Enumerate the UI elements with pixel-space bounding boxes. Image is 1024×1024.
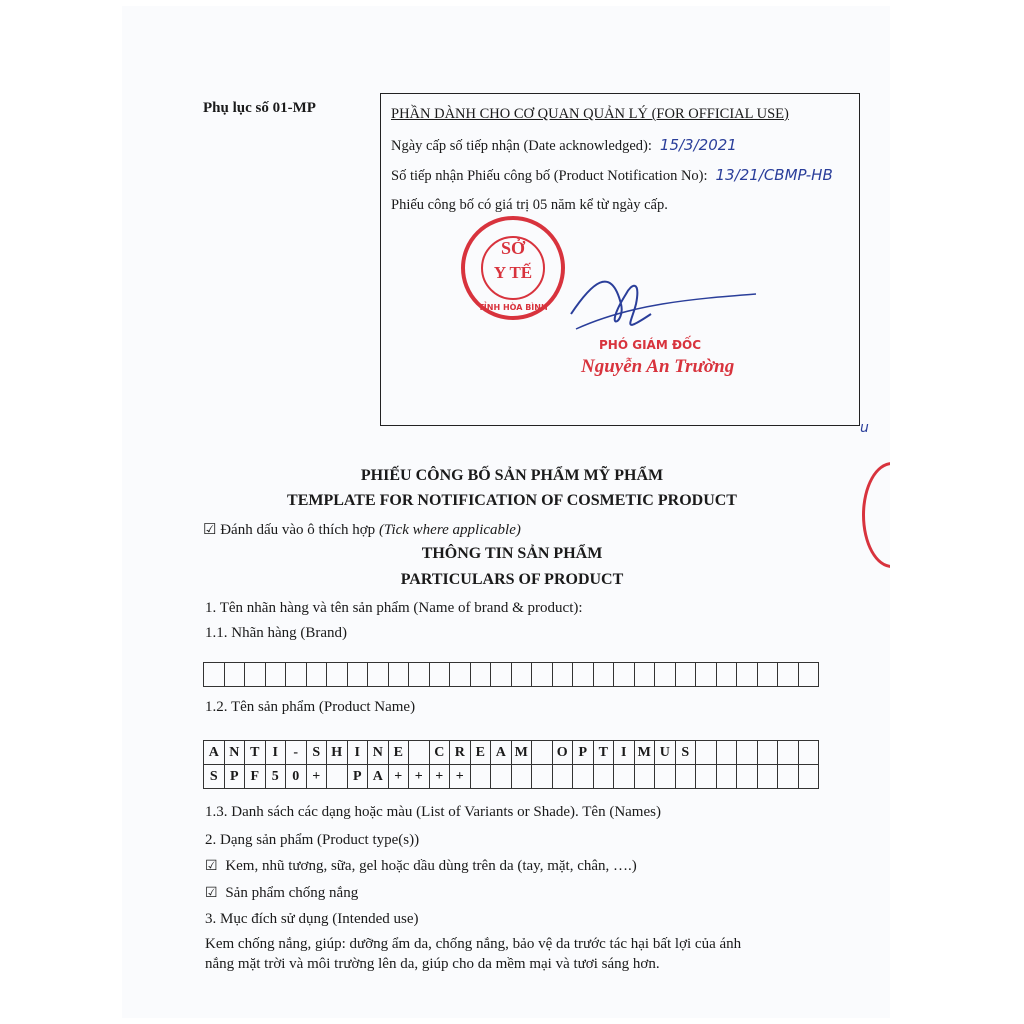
product-name-cell bbox=[778, 741, 799, 765]
appendix-label: Phụ lục số 01-MP bbox=[203, 100, 316, 116]
product-name-cell: C bbox=[429, 741, 450, 765]
product-name-cell bbox=[470, 765, 491, 789]
product-type-option-1 bbox=[205, 858, 637, 875]
product-name-cell: 0 bbox=[286, 765, 307, 789]
product-name-cell: S bbox=[675, 741, 696, 765]
product-name-cell: I bbox=[614, 741, 635, 765]
signer-title: PHÓ GIÁM ĐỐC bbox=[599, 338, 701, 352]
product-name-cell bbox=[634, 765, 655, 789]
product-name-cell: S bbox=[204, 765, 225, 789]
brand-grid-cell bbox=[634, 663, 655, 687]
product-name-cell: + bbox=[429, 765, 450, 789]
brand-grid-cell bbox=[532, 663, 553, 687]
brand-grid-cell bbox=[737, 663, 758, 687]
product-type-option-2 bbox=[205, 885, 358, 902]
edge-handwritten-mark: u bbox=[860, 420, 869, 436]
product-name-cell: A bbox=[368, 765, 389, 789]
product-name-cell: T bbox=[593, 741, 614, 765]
seal-text-line2: Y TẾ bbox=[493, 263, 533, 282]
brand-grid-cell bbox=[265, 663, 286, 687]
product-name-label: 1.2. Tên sản phẩm (Product Name) bbox=[205, 699, 416, 715]
brand-grid-cell bbox=[347, 663, 368, 687]
seal-text-line1: SỞ bbox=[500, 238, 525, 258]
brand-grid-cell bbox=[429, 663, 450, 687]
brand-label: 1.1. Nhãn hàng (Brand) bbox=[205, 625, 348, 641]
intended-use-label: 3. Mục đích sử dụng (Intended use) bbox=[205, 911, 419, 927]
brand-grid-cell bbox=[614, 663, 635, 687]
product-name-cell bbox=[552, 765, 573, 789]
product-name-cell: P bbox=[347, 765, 368, 789]
notification-number-row bbox=[391, 166, 833, 185]
brand-grid-cell bbox=[450, 663, 471, 687]
brand-grid-cell bbox=[696, 663, 717, 687]
product-name-cell: N bbox=[224, 741, 245, 765]
date-acknowledged-label: Ngày cấp số tiếp nhận (Date acknowledged): bbox=[391, 138, 652, 154]
tick-instruction-english: (Tick where applicable) bbox=[378, 522, 521, 538]
validity-note: Phiếu công bố có giá trị 05 năm kể từ ngày cấp. bbox=[391, 197, 668, 213]
tick-instruction-text: ☑ Đánh dấu vào ô thích hợp bbox=[203, 522, 376, 538]
official-use-header: PHẦN DÀNH CHO CƠ QUAN QUẢN LÝ (FOR OFFICIAL USE) bbox=[391, 106, 789, 122]
brand-grid-cell bbox=[286, 663, 307, 687]
notification-number-label: Số tiếp nhận Phiếu công bố (Product Notification No): bbox=[391, 168, 708, 184]
product-name-cell: + bbox=[306, 765, 327, 789]
intended-use-text-line1: Kem chống nắng, giúp: dưỡng ẩm da, chống nắng, bảo vệ da trước tác hại bất lợi của ánh bbox=[205, 936, 742, 952]
checkbox-checked-icon: ☑ bbox=[205, 858, 218, 874]
product-name-cell bbox=[778, 765, 799, 789]
brand-grid-cell bbox=[778, 663, 799, 687]
brand-grid-cell bbox=[491, 663, 512, 687]
date-acknowledged-value: 15/3/2021 bbox=[659, 136, 737, 154]
product-type-option-1-text: Kem, nhũ tương, sữa, gel hoặc dầu dùng trên da (tay, mặt, chân, ….) bbox=[225, 858, 637, 874]
product-name-row-1 bbox=[204, 741, 819, 765]
product-name-cell: + bbox=[450, 765, 471, 789]
brand-heading: 1. Tên nhãn hàng và tên sản phẩm (Name of brand & product): bbox=[205, 600, 583, 616]
product-name-grid bbox=[203, 740, 819, 789]
section-title-english: PARTICULARS OF PRODUCT bbox=[400, 571, 624, 588]
product-name-cell bbox=[327, 765, 348, 789]
product-name-cell bbox=[532, 765, 553, 789]
product-name-cell bbox=[737, 741, 758, 765]
brand-grid-cell bbox=[306, 663, 327, 687]
product-name-cell bbox=[532, 741, 553, 765]
product-name-cell: + bbox=[388, 765, 409, 789]
product-name-cell: I bbox=[265, 741, 286, 765]
product-name-cell bbox=[757, 741, 778, 765]
brand-grid-cell bbox=[757, 663, 778, 687]
product-name-cell: P bbox=[573, 741, 594, 765]
section-title-vietnamese: THÔNG TIN SẢN PHẨM bbox=[421, 545, 603, 562]
brand-grid-cell bbox=[327, 663, 348, 687]
brand-grid-cell bbox=[573, 663, 594, 687]
brand-grid-cell bbox=[245, 663, 266, 687]
product-name-cell bbox=[696, 765, 717, 789]
product-name-cell bbox=[798, 765, 819, 789]
checkbox-checked-icon: ☑ bbox=[205, 885, 218, 901]
product-name-cell bbox=[573, 765, 594, 789]
tick-instruction bbox=[203, 520, 521, 539]
product-name-row-2 bbox=[204, 765, 819, 789]
notification-number-value: 13/21/CBMP-HB bbox=[715, 166, 833, 184]
page-margin bbox=[890, 440, 1024, 580]
product-name-cell: S bbox=[306, 741, 327, 765]
product-name-cell: F bbox=[245, 765, 266, 789]
product-name-cell bbox=[409, 741, 430, 765]
product-name-cell bbox=[655, 765, 676, 789]
brand-grid-cell bbox=[593, 663, 614, 687]
product-name-cell: A bbox=[491, 741, 512, 765]
product-name-cell bbox=[716, 741, 737, 765]
product-name-cell: - bbox=[286, 741, 307, 765]
product-name-cell: E bbox=[470, 741, 491, 765]
brand-grid-cell bbox=[388, 663, 409, 687]
product-name-cell: U bbox=[655, 741, 676, 765]
date-acknowledged-row bbox=[391, 136, 737, 155]
product-name-cell: + bbox=[409, 765, 430, 789]
intended-use-text-line2: nắng mặt trời và môi trường lên da, giúp cho da mềm mại và tươi sáng hơn. bbox=[205, 956, 660, 972]
brand-grid-cell bbox=[470, 663, 491, 687]
product-name-cell bbox=[511, 765, 532, 789]
product-name-cell: T bbox=[245, 741, 266, 765]
product-type-label: 2. Dạng sản phẩm (Product type(s)) bbox=[205, 832, 420, 848]
brand-grid-cell bbox=[409, 663, 430, 687]
official-use-box bbox=[380, 93, 860, 426]
product-name-cell bbox=[675, 765, 696, 789]
product-name-cell bbox=[491, 765, 512, 789]
brand-grid-cell bbox=[716, 663, 737, 687]
brand-grid-cell bbox=[368, 663, 389, 687]
product-name-cell: P bbox=[224, 765, 245, 789]
brand-grid-cell bbox=[798, 663, 819, 687]
product-name-cell bbox=[614, 765, 635, 789]
brand-grid-cell bbox=[675, 663, 696, 687]
title-english: TEMPLATE FOR NOTIFICATION OF COSMETIC PRODUCT bbox=[287, 492, 737, 509]
title-vietnamese: PHIẾU CÔNG BỐ SẢN PHẨM MỸ PHẨM bbox=[360, 467, 664, 484]
product-name-cell: I bbox=[347, 741, 368, 765]
brand-grid-cell bbox=[552, 663, 573, 687]
product-name-cell bbox=[696, 741, 717, 765]
product-name-cell: E bbox=[388, 741, 409, 765]
brand-grid-cell bbox=[204, 663, 225, 687]
brand-grid-cell bbox=[511, 663, 532, 687]
brand-grid bbox=[203, 662, 819, 687]
brand-grid-cell bbox=[224, 663, 245, 687]
brand-grid-row bbox=[204, 663, 819, 687]
signature-mark bbox=[531, 244, 761, 344]
variants-label: 1.3. Danh sách các dạng hoặc màu (List of Variants or Shade). Tên (Names) bbox=[205, 804, 661, 820]
product-name-cell bbox=[757, 765, 778, 789]
product-name-cell: N bbox=[368, 741, 389, 765]
product-name-cell: R bbox=[450, 741, 471, 765]
product-name-cell: A bbox=[204, 741, 225, 765]
seal-ring-text: TỈNH HÒA BÌNH bbox=[478, 303, 548, 312]
product-name-cell: O bbox=[552, 741, 573, 765]
product-name-cell: M bbox=[511, 741, 532, 765]
product-type-option-2-text: Sản phẩm chống nắng bbox=[225, 885, 359, 901]
product-name-cell: H bbox=[327, 741, 348, 765]
signer-name: Nguyễn An Trường bbox=[581, 356, 735, 377]
product-name-cell bbox=[593, 765, 614, 789]
product-name-cell bbox=[798, 741, 819, 765]
brand-grid-cell bbox=[655, 663, 676, 687]
product-name-cell bbox=[737, 765, 758, 789]
product-name-cell: M bbox=[634, 741, 655, 765]
product-name-cell bbox=[716, 765, 737, 789]
product-name-cell: 5 bbox=[265, 765, 286, 789]
